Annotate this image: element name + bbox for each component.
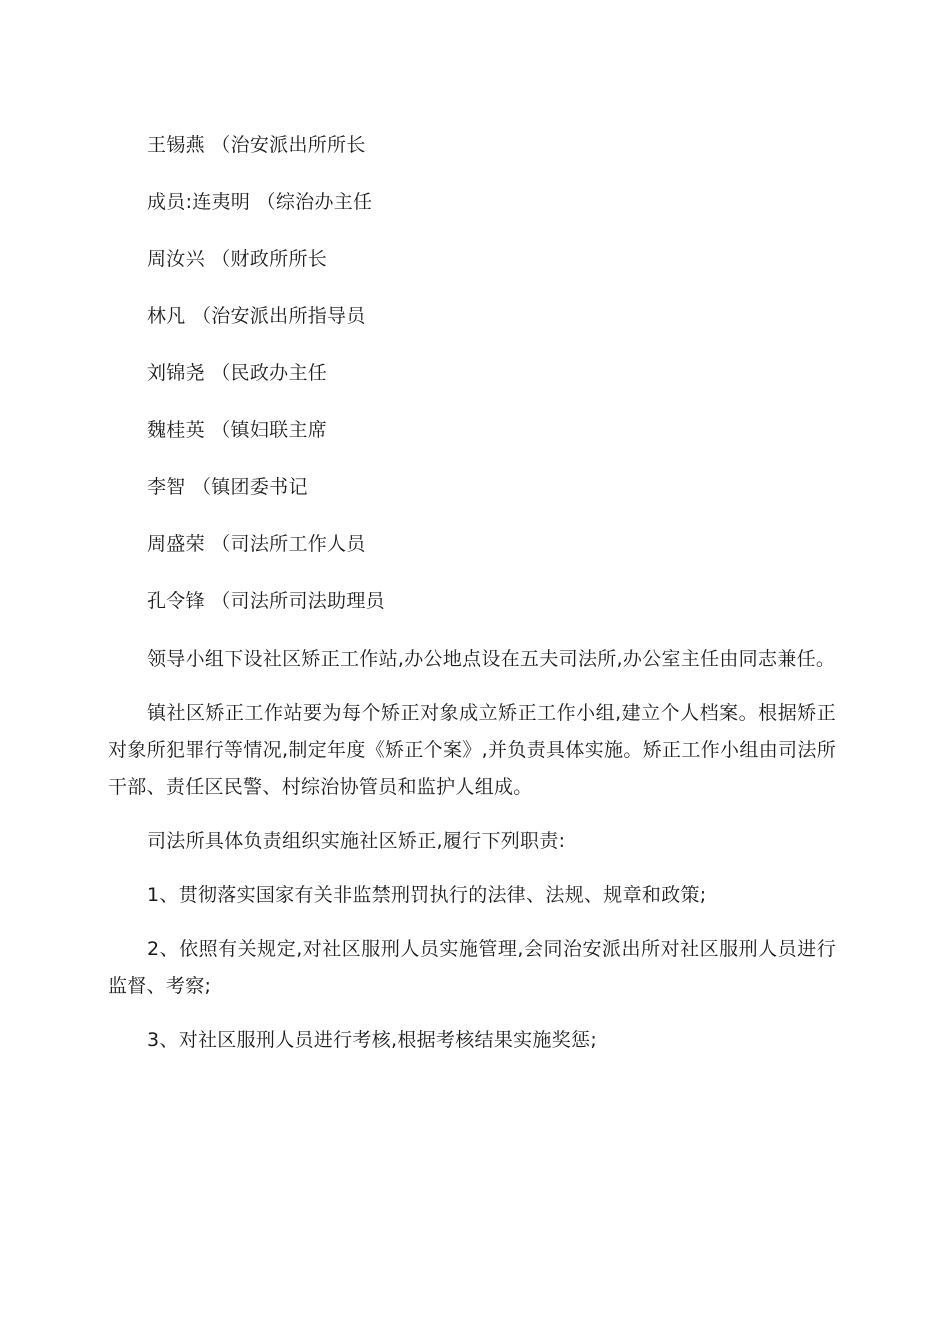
- member-line: 刘锦尧 （民政办主任: [147, 362, 328, 384]
- member-line: 孔令锋 （司法所司法助理员: [147, 590, 385, 612]
- member-line: 周盛荣 （司法所工作人员: [147, 533, 366, 555]
- paragraph-office: 领导小组下设社区矫正工作站,办公地点设在五夫司法所,办公室主任由同志兼任。: [147, 648, 836, 670]
- member-line: 魏桂英 （镇妇联主席: [147, 419, 328, 441]
- duty-item-3: 3、对社区服刑人员进行考核,根据考核结果实施奖惩;: [147, 1029, 598, 1051]
- duty-item-2: 2、依照有关规定,对社区服刑人员实施管理,会同治安派出所对社区服刑人员进行监督、考察;: [108, 938, 836, 997]
- duty-item-1: 1、贯彻落实国家有关非监禁刑罚执行的法律、法规、规章和政策;: [147, 884, 707, 906]
- member-line: 成员:连夷明 （综治办主任: [147, 191, 373, 213]
- member-line: 李智 （镇团委书记: [147, 476, 308, 498]
- member-line: 林凡 （治安派出所指导员: [147, 305, 366, 327]
- document-body: [108, 128, 836, 1076]
- paragraph-duties-intro: 司法所具体负责组织实施社区矫正,履行下列职责:: [147, 830, 566, 852]
- member-line: 周汝兴 （财政所所长: [147, 248, 328, 270]
- paragraph-work-group: 镇社区矫正工作站要为每个矫正对象成立矫正工作小组,建立个人档案。根据矫正对象所犯罪行等情况,制定年度《矫正个案》,并负责具体实施。矫正工作小组由司法所干部、责任区民警、村综治协管员和监护人组成。: [108, 702, 836, 798]
- member-line: 王锡燕 （治安派出所所长: [147, 134, 366, 156]
